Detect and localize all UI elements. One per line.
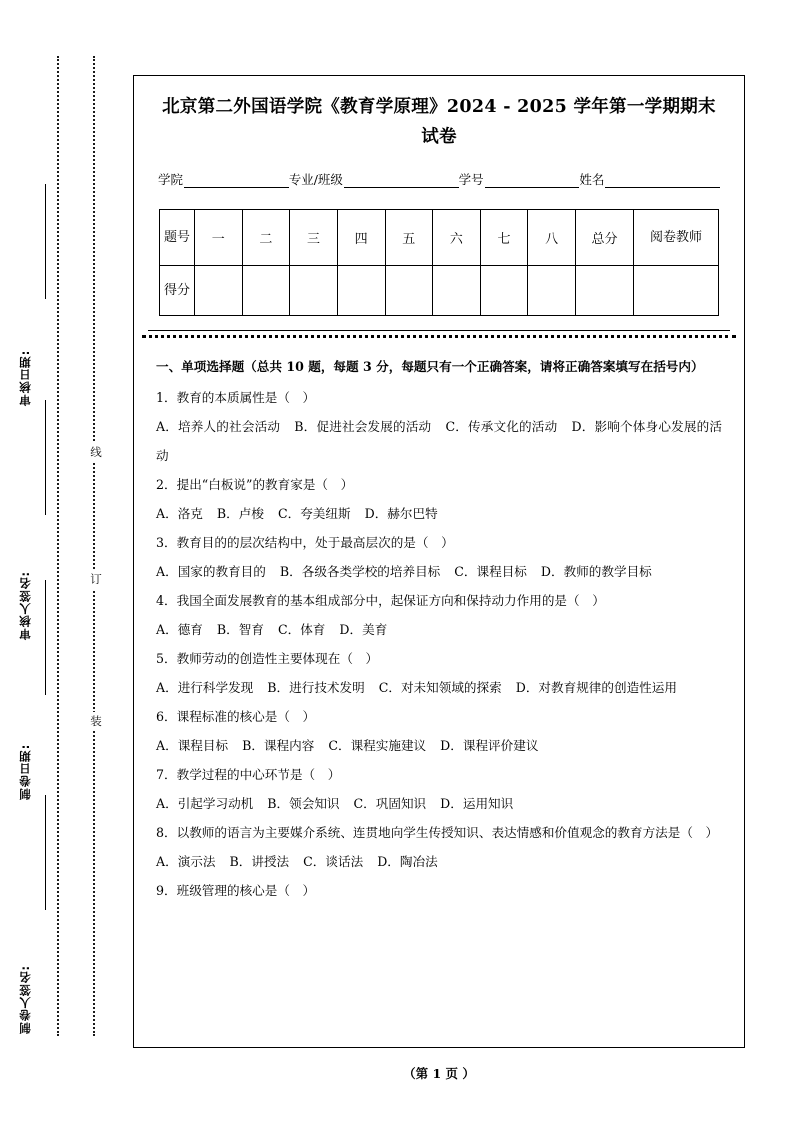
question-stem-7: 7．教学过程的中心环节是（ ） — [156, 767, 341, 782]
option-2d[interactable]: D．赫尔巴特 — [364, 506, 438, 521]
printer-signature-rule — [45, 795, 46, 910]
question-stem-2: 2．提出“白板说”的教育家是（ ） — [156, 477, 354, 492]
option-4b[interactable]: B．智育 — [216, 622, 264, 637]
score-cell-5[interactable] — [385, 266, 433, 316]
option-7c[interactable]: C．巩固知识 — [353, 796, 427, 811]
score-col-header-5: 五 — [385, 210, 433, 266]
option-3d[interactable]: D．教师的教学目标 — [540, 564, 652, 579]
option-1b[interactable]: B．促进社会发展的活动 — [294, 419, 432, 434]
question-stem-8: 8．以教师的语言为主要媒介系统、连贯地向学生传授知识、表达情感和价值观念的教育方法是（ ） — [156, 825, 719, 840]
audit-date-rule — [45, 184, 46, 299]
binding-dashed-line-inner — [93, 56, 95, 1036]
student-number-label: 学号 — [458, 172, 484, 187]
score-col-header-grader: 阅卷教师 — [634, 210, 719, 266]
option-1c[interactable]: C．传承文化的活动 — [445, 419, 558, 434]
score-cell-total[interactable] — [576, 266, 634, 316]
option-7b[interactable]: B．领会知识 — [267, 796, 340, 811]
exam-title: 北京第二外国语学院《教育学原理》2024 - 2025 学年第一学期期末试卷 — [162, 97, 716, 147]
auditor-signature-label: 审核人签名: — [18, 570, 32, 640]
score-cell-4[interactable] — [337, 266, 385, 316]
score-col-header-4: 四 — [337, 210, 385, 266]
option-8b[interactable]: B．讲授法 — [229, 854, 290, 869]
print-date-rule — [45, 580, 46, 695]
option-6b[interactable]: B．课程内容 — [242, 738, 315, 753]
score-col-header-total: 总分 — [576, 210, 634, 266]
score-col-header-3: 三 — [290, 210, 338, 266]
college-field[interactable] — [184, 174, 289, 188]
score-col-header-2: 二 — [242, 210, 290, 266]
question-options-3 — [156, 557, 722, 586]
option-4d[interactable]: D．美育 — [339, 622, 388, 637]
option-3a[interactable]: A．国家的教育目的 — [156, 564, 266, 579]
score-cell-7[interactable] — [480, 266, 528, 316]
major-class-field[interactable] — [344, 174, 459, 188]
option-6d[interactable]: D．课程评价建议 — [440, 738, 539, 753]
option-8a[interactable]: A．演示法 — [156, 854, 216, 869]
option-3c[interactable]: C．课程目标 — [454, 564, 527, 579]
option-3b[interactable]: B．各级各类学校的培养目标 — [279, 564, 441, 579]
table-row-scores — [160, 266, 719, 316]
print-date-label: 制卷日期: — [18, 743, 32, 800]
audit-date-label: 审核日期: — [18, 349, 32, 406]
binding-margin — [0, 0, 133, 1122]
auditor-signature-rule — [45, 400, 46, 515]
seal-char-ding: 订 — [84, 570, 104, 589]
score-col-header-8: 八 — [528, 210, 576, 266]
section-heading-single-choice: 一、单项选择题（总共 10 题，每题 3 分，每题只有一个正确答案，请将正确答案填写在括号内） — [156, 359, 704, 374]
row-label-score: 得分 — [160, 266, 195, 316]
score-cell-grader[interactable] — [634, 266, 719, 316]
question-stem-1: 1．教育的本质属性是（ ） — [156, 390, 316, 405]
question-options-2 — [156, 499, 722, 528]
question-stem-9: 9．班级管理的核心是（ ） — [156, 883, 316, 898]
score-cell-6[interactable] — [433, 266, 481, 316]
student-number-field[interactable] — [485, 174, 580, 188]
major-class-label: 专业/班级 — [288, 172, 343, 187]
student-name-label: 姓名 — [579, 172, 605, 187]
option-6c[interactable]: C．课程实施建议 — [328, 738, 427, 753]
question-body — [156, 352, 722, 905]
student-info-row — [158, 170, 720, 189]
table-row-question-numbers — [160, 210, 719, 266]
score-cell-2[interactable] — [242, 266, 290, 316]
option-2c[interactable]: C．夸美纽斯 — [277, 506, 351, 521]
question-stem-4: 4．我国全面发展教育的基本组成部分中，起保证方向和保持动力作用的是（ ） — [156, 593, 605, 608]
question-options-4 — [156, 615, 722, 644]
score-col-header-7: 七 — [480, 210, 528, 266]
college-label: 学院 — [158, 172, 184, 187]
page-footer: （第 1 页 ） — [403, 1066, 475, 1081]
option-7d[interactable]: D．运用知识 — [440, 796, 514, 811]
question-stem-6: 6．课程标准的核心是（ ） — [156, 709, 316, 724]
seal-char-xian: 线 — [84, 443, 104, 462]
option-4a[interactable]: A．德育 — [156, 622, 203, 637]
score-col-header-6: 六 — [433, 210, 481, 266]
exam-paper-frame — [133, 75, 745, 1048]
option-2b[interactable]: B．卢梭 — [216, 506, 264, 521]
question-options-5 — [156, 673, 722, 702]
option-7a[interactable]: A．引起学习动机 — [156, 796, 254, 811]
student-name-field[interactable] — [605, 174, 720, 188]
score-cell-1[interactable] — [195, 266, 243, 316]
binding-dashed-line-outer — [57, 56, 59, 1036]
option-6a[interactable]: A．课程目标 — [156, 738, 229, 753]
question-stem-3: 3．教育目的的层次结构中，处于最高层次的是（ ） — [156, 535, 454, 550]
option-1a[interactable]: A．培养人的社会活动 — [156, 419, 281, 434]
option-4c[interactable]: C．体育 — [277, 622, 326, 637]
option-1d[interactable]: D．影响个体身心发展的活动 — [156, 419, 722, 463]
question-options-1 — [156, 412, 722, 470]
row-label-question-no: 题号 — [160, 210, 195, 266]
option-5d[interactable]: D．对教育规律的创造性运用 — [515, 680, 677, 695]
option-8c[interactable]: C．谈话法 — [303, 854, 364, 869]
option-5a[interactable]: A．进行科学发现 — [156, 680, 254, 695]
table-separator-solid — [148, 330, 730, 331]
option-5c[interactable]: C．对未知领域的探索 — [378, 680, 502, 695]
score-col-header-1: 一 — [195, 210, 243, 266]
printer-signature-label: 制卷人签名: — [18, 964, 32, 1034]
seal-char-zhuang: 装 — [84, 712, 104, 731]
option-2a[interactable]: A．洛克 — [156, 506, 203, 521]
score-table — [159, 209, 719, 316]
question-options-7 — [156, 789, 722, 818]
question-options-6 — [156, 731, 722, 760]
question-stem-5: 5．教师劳动的创造性主要体现在（ ） — [156, 651, 379, 666]
option-5b[interactable]: B．进行技术发明 — [267, 680, 365, 695]
score-cell-8[interactable] — [528, 266, 576, 316]
option-8d[interactable]: D．陶冶法 — [377, 854, 438, 869]
table-separator-dotted — [142, 335, 736, 338]
question-options-8 — [156, 847, 722, 876]
score-cell-3[interactable] — [290, 266, 338, 316]
